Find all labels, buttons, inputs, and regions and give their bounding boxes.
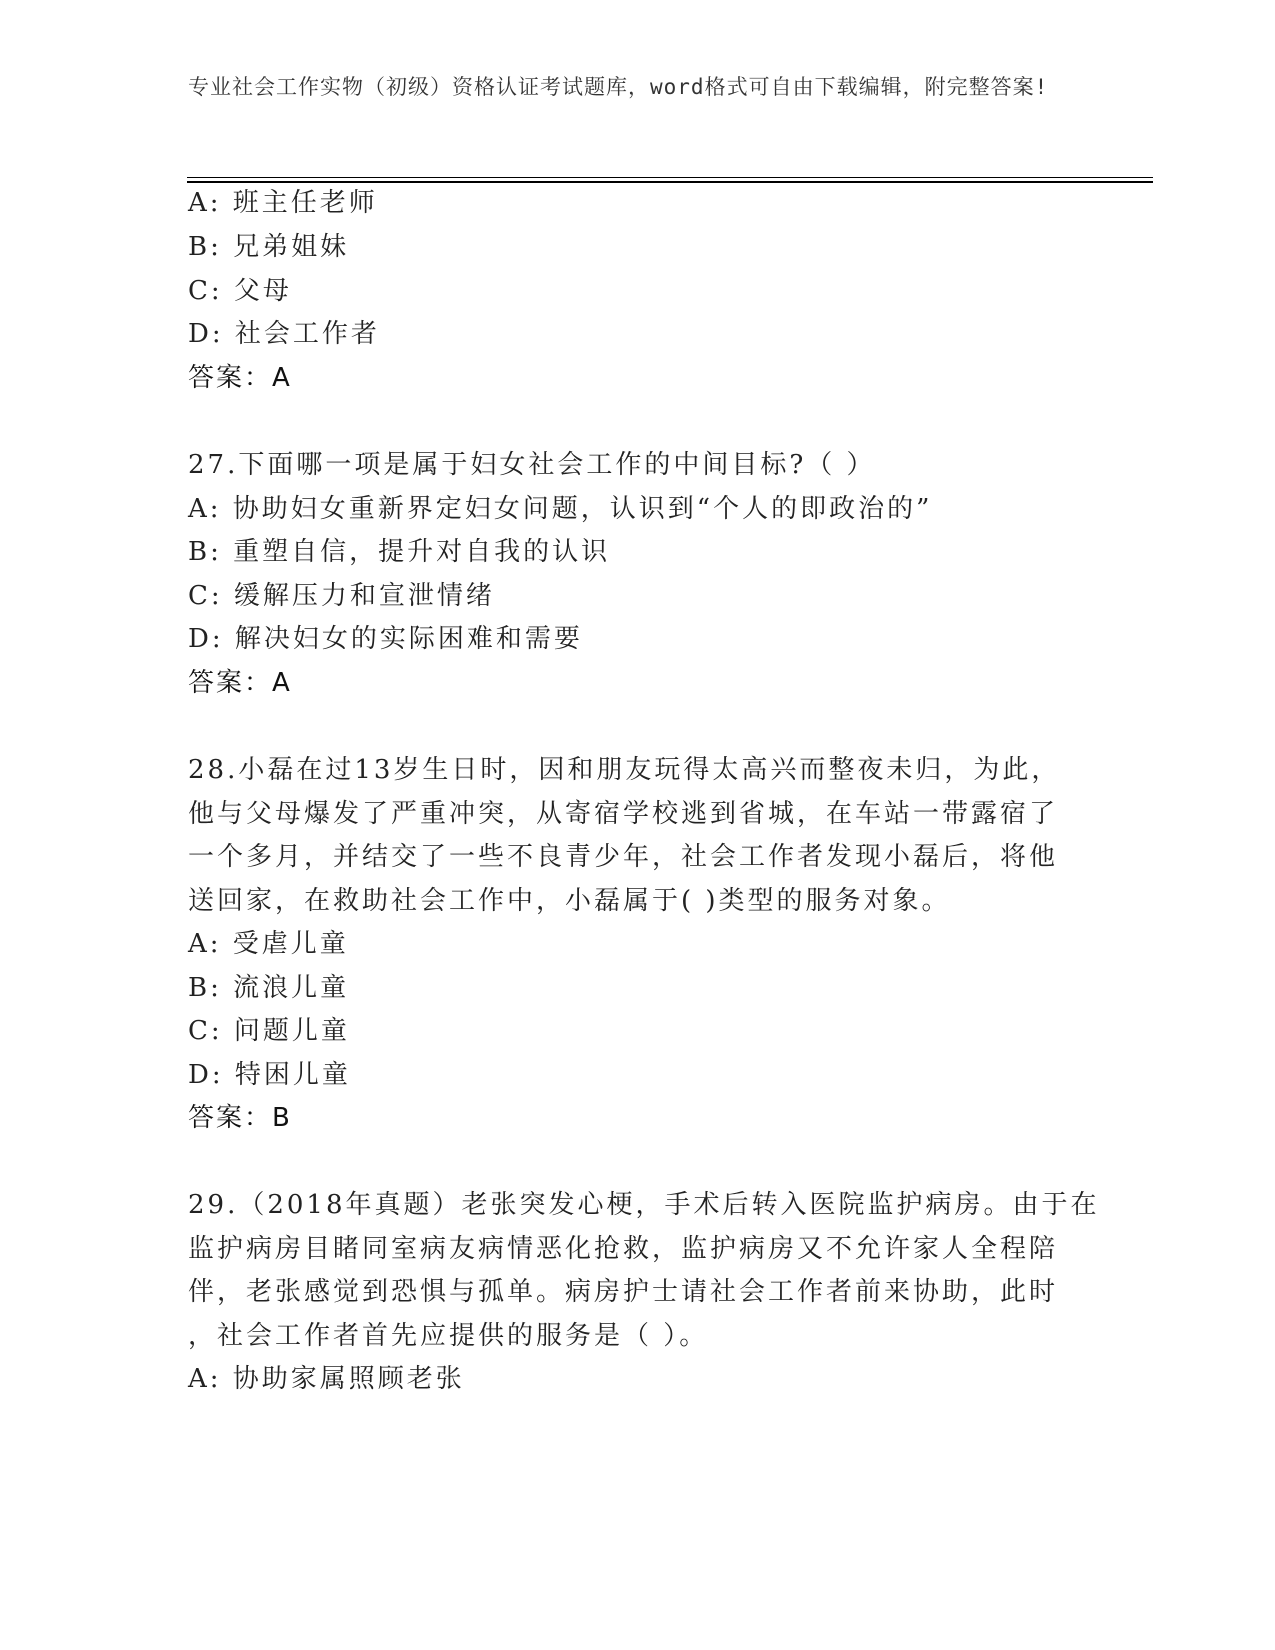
q28-stem-line-4: 送回家，在救助社会工作中，小磊属于( )类型的服务对象。 bbox=[188, 886, 951, 916]
q27-option-c: C: 缓解压力和宣泄情绪 bbox=[188, 581, 495, 611]
q29-stem-line-1: 29.（2018年真题）老张突发心梗，手术后转入医院监护病房。由于在 bbox=[188, 1190, 1100, 1220]
q26-answer: 答案：A bbox=[188, 363, 292, 393]
q27-option-b: B: 重塑自信，提升对自我的认识 bbox=[188, 537, 611, 567]
q28-option-a: A: 受虐儿童 bbox=[188, 929, 349, 959]
q29-stem-line-2: 监护病房目睹同室病友病情恶化抢救，监护病房又不允许家人全程陪 bbox=[188, 1234, 1059, 1264]
q28-stem-line-2: 他与父母爆发了严重冲突，从寄宿学校逃到省城，在车站一带露宿了 bbox=[188, 799, 1059, 829]
q29-stem-line-3: 伴，老张感觉到恐惧与孤单。病房护士请社会工作者前来协助，此时 bbox=[188, 1277, 1059, 1307]
document-header: 专业社会工作实物（初级）资格认证考试题库，word格式可自由下载编辑，附完整答案! bbox=[188, 75, 1049, 99]
q28-option-c: C: 问题儿童 bbox=[188, 1016, 350, 1046]
header-divider-thick bbox=[187, 181, 1153, 183]
q27-option-d: D: 解决妇女的实际困难和需要 bbox=[188, 624, 583, 654]
q29-option-a: A: 协助家属照顾老张 bbox=[188, 1364, 465, 1394]
q29-stem-line-4: ，社会工作者首先应提供的服务是（ ）。 bbox=[188, 1321, 709, 1351]
q27-stem: 27.下面哪一项是属于妇女社会工作的中间目标?（ ） bbox=[188, 450, 876, 480]
q27-option-a: A: 协助妇女重新界定妇女问题，认识到“个人的即政治的” bbox=[188, 494, 933, 524]
q28-option-b: B: 流浪儿童 bbox=[188, 973, 350, 1003]
header-divider-thin bbox=[187, 177, 1153, 178]
q28-option-d: D: 特困儿童 bbox=[188, 1060, 351, 1090]
q27-answer: 答案：A bbox=[188, 668, 292, 698]
q26-option-d: D: 社会工作者 bbox=[188, 319, 380, 349]
q28-answer: 答案：B bbox=[188, 1103, 292, 1133]
q28-stem-line-3: 一个多月，并结交了一些不良青少年，社会工作者发现小磊后，将他 bbox=[188, 842, 1059, 872]
q26-option-c: C: 父母 bbox=[188, 276, 292, 306]
q26-option-b: B: 兄弟姐妹 bbox=[188, 232, 350, 262]
q26-option-a: A: 班主任老师 bbox=[188, 188, 378, 218]
q28-stem-line-1: 28.小磊在过13岁生日时，因和朋友玩得太高兴而整夜未归，为此， bbox=[188, 755, 1061, 785]
